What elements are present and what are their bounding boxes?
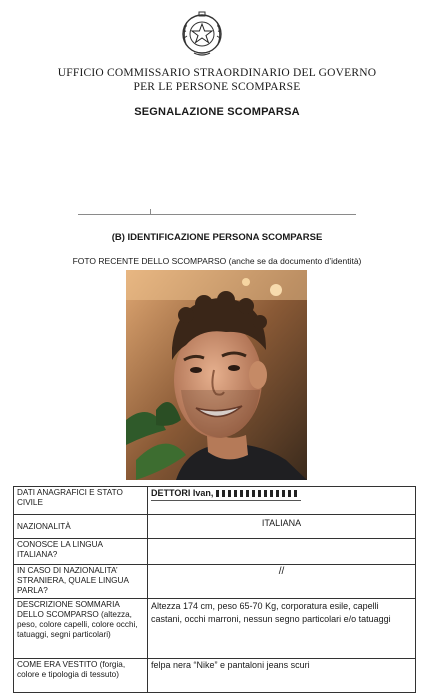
row-label-speaks-italian: CONOSCE LA LINGUA ITALIANA?	[14, 539, 148, 565]
table-row	[14, 487, 416, 515]
identification-table	[13, 486, 416, 693]
row-label-clothing: COME ERA VESTITO (forgia, colore e tipologia di tessuto)	[14, 659, 148, 693]
divider-tick	[150, 209, 151, 215]
document-title: SEGNALAZIONE SCOMPARSA	[134, 106, 300, 118]
table-row	[14, 599, 416, 659]
section-title: (B) IDENTIFICAZIONE PERSONA SCOMPARSE	[111, 232, 323, 243]
table-row	[14, 565, 416, 599]
office-line-1: UFFICIO COMMISSARIO STRAORDINARIO DEL GOVERNO	[57, 67, 377, 79]
redacted-text	[216, 490, 298, 497]
row-value-foreign-language: //	[148, 565, 416, 599]
table-row	[14, 515, 416, 539]
table-row	[14, 659, 416, 693]
table-row	[14, 539, 416, 565]
row-value-clothing: felpa nera “Nike” e pantaloni jeans scuri	[148, 659, 416, 693]
row-value-speaks-italian	[148, 539, 416, 565]
missing-person-photo	[126, 270, 307, 480]
row-value-description: Altezza 174 cm, peso 65-70 Kg, corporatura esile, capelli castani, occhi marroni, nessun segno particolari e/o tatuaggi	[148, 599, 416, 659]
row-value-personal-data	[148, 487, 416, 515]
person-name: DETTORI Ivan,	[151, 488, 214, 498]
photo-caption: FOTO RECENTE DELLO SCOMPARSO (anche se da documento d’identità)	[72, 256, 362, 266]
row-label-personal-data: DATI ANAGRAFICI E STATO CIVILE	[14, 487, 148, 515]
republic-emblem-icon	[178, 8, 226, 58]
row-label-foreign-language: IN CASO DI NAZIONALITA’ STRANIERA, QUALE LINGUA PARLA?	[14, 565, 148, 599]
office-line-2: PER LE PERSONE SCOMPARSE	[133, 81, 301, 93]
divider-line	[78, 214, 356, 215]
office-name	[0, 66, 434, 94]
row-label-nationality: NAZIONALITÀ	[14, 515, 148, 539]
row-value-nationality: ITALIANA	[148, 515, 416, 539]
underline	[151, 500, 301, 501]
row-label-description: DESCRIZIONE SOMMARIA DELLO SCOMPARSO (altezza, peso, colore capelli, colore occhi, tatuaggi, segni particolari)	[14, 599, 148, 659]
